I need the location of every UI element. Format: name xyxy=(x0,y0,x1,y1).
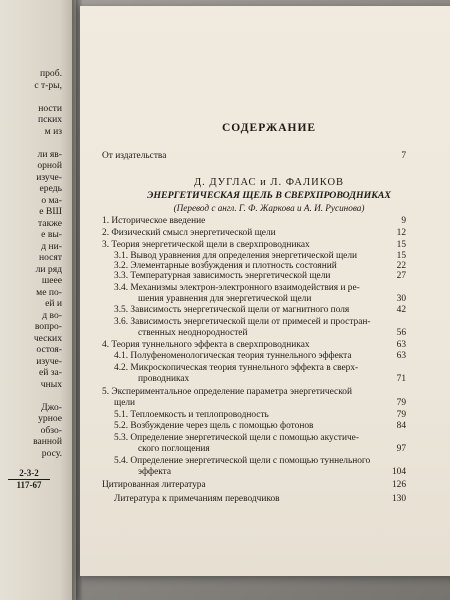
left-page-line: Джо- xyxy=(41,401,62,413)
left-page-line: ей и xyxy=(45,298,62,309)
toc-entry-page: 30 xyxy=(396,294,406,304)
toc-entry: 3.3. Температурная зависимость энергетической щели xyxy=(114,271,331,281)
toc-entry: 4. Теория туннельного эффекта в сверхпроводниках xyxy=(102,340,310,350)
toc-entry-page: 9 xyxy=(401,216,406,226)
left-page-line xyxy=(2,390,62,402)
toc-entry-page: 12 xyxy=(396,228,406,238)
toc-entry: проводниках xyxy=(138,374,190,384)
left-page-line: с т-ры, xyxy=(34,79,62,91)
page-title: СОДЕРЖАНИЕ xyxy=(221,122,317,134)
toc-entry: Литература к примечаниям переводчиков xyxy=(114,494,280,504)
left-page-line xyxy=(2,91,62,103)
toc-entry: 3.1. Вывод уравнения для определения энергетической щели xyxy=(114,251,358,261)
toc-entry: 2. Физический смысл энергетической щели xyxy=(102,228,276,238)
publisher-note: От издательства xyxy=(102,151,167,161)
left-page-line: обзо- xyxy=(40,424,62,436)
toc-entry: ского поглощения xyxy=(138,444,210,454)
left-page-line: о ма- xyxy=(41,194,62,206)
toc-entry: 5.2. Возбуждение через щель с помощью фотонов xyxy=(114,421,314,431)
toc-entry-page: 56 xyxy=(396,328,406,338)
left-page-line: вопро- xyxy=(34,321,62,332)
toc-entry: 4.2. Микроскопическая теория туннельного эффекта в сверх- xyxy=(114,363,359,373)
toc-entry: 4.1. Полуфеноменологическая теория туннельного эффекта xyxy=(114,351,352,361)
publisher-note-page: 7 xyxy=(401,151,406,161)
left-page-line: ли ряд xyxy=(35,263,62,275)
left-page-line: ности xyxy=(38,102,62,114)
left-page-line: д ни- xyxy=(41,240,62,252)
toc-entry-page: 97 xyxy=(396,444,406,454)
toc-entry-page: 79 xyxy=(396,398,406,408)
left-page-line: ей за- xyxy=(38,367,62,378)
left-page-line xyxy=(2,137,62,149)
left-page-line: м из xyxy=(44,125,62,137)
toc-entry-page: 63 xyxy=(396,340,406,350)
toc-entry: шения уравнения для энергетической щели xyxy=(138,294,312,304)
left-page-line: е вы- xyxy=(41,229,62,240)
toc-entry-page: 71 xyxy=(396,374,406,384)
left-page-line: пских xyxy=(38,114,62,125)
left-page-line: росу. xyxy=(41,447,62,459)
toc-entry: 5.3. Определение энергетической щели с помощью акустиче- xyxy=(114,433,359,443)
toc-entry: 3.5. Зависимость энергетической щели от магнитного поля xyxy=(114,305,350,315)
book-title: ЭНЕРГЕТИЧЕСКАЯ ЩЕЛЬ В СВЕРХПРОВОДНИКАХ xyxy=(147,190,391,201)
toc-entry: 5. Экспериментальное определение параметра энергетической xyxy=(102,387,352,397)
book-authors: Д. ДУГЛАС и Л. ФАЛИКОВ xyxy=(193,177,345,188)
toc-entry-page: 126 xyxy=(391,480,406,490)
left-page-line: ли яв- xyxy=(37,148,62,160)
left-page-text xyxy=(2,68,62,459)
left-page-line: также xyxy=(38,217,62,229)
toc-entry-page: 130 xyxy=(391,494,406,504)
left-page-line: ме по- xyxy=(36,286,62,298)
toc-entry: 3.2. Элементарные возбуждения и плотность состояний xyxy=(114,261,337,271)
translation-note: (Перевод с англ. Г. Ф. Жаркова и А. И. Русинова) xyxy=(173,203,365,213)
left-page xyxy=(0,0,76,600)
printer-code-bottom: 117-67 xyxy=(16,480,42,490)
left-page-line: чных xyxy=(40,378,62,390)
left-page-line: ческих xyxy=(33,332,62,344)
left-page-line: остоя- xyxy=(36,344,62,355)
left-page-line: изуче- xyxy=(36,171,62,183)
left-page-line: д во- xyxy=(42,309,62,321)
toc-entry: 3.6. Зависимость энергетической щели от примесей и простран- xyxy=(114,317,371,327)
toc-entry-page: 104 xyxy=(391,467,406,477)
left-page-line: орной xyxy=(37,160,62,171)
printer-code-top: 2-3-2 xyxy=(8,468,50,480)
toc-entry-page: 42 xyxy=(396,305,406,315)
toc-entry: 3. Теория энергетической щели в сверхпроводниках xyxy=(102,240,310,250)
left-page-line: урное xyxy=(38,413,62,424)
toc-entry: эффекта xyxy=(138,467,172,477)
toc-entry: 1. Историческое введение xyxy=(102,216,206,226)
toc-entry-page: 22 xyxy=(396,261,406,271)
toc-entry-page: 63 xyxy=(396,351,406,361)
toc-entry: 3.4. Механизмы электрон-электронного взаимодействия и ре- xyxy=(114,283,360,293)
left-page-line: проб. xyxy=(39,68,62,79)
left-page-line: е ВШ xyxy=(39,206,62,217)
toc-entry: Цитированная литература xyxy=(102,480,206,490)
toc-entry-page: 84 xyxy=(396,421,406,431)
left-page-line: изуче- xyxy=(36,355,62,367)
toc-entry-page: 27 xyxy=(396,271,406,281)
toc-entry: 5.4. Определение энергетической щели с помощью туннельного xyxy=(114,456,371,466)
toc-entry-page: 15 xyxy=(396,251,406,261)
left-page-line: ередь xyxy=(39,183,62,194)
toc-entry: щели xyxy=(114,398,136,408)
left-page-line: носят xyxy=(38,252,62,263)
printer-code xyxy=(8,468,50,490)
toc-entry-page: 15 xyxy=(396,240,406,250)
toc-entry-page: 79 xyxy=(396,410,406,420)
left-page-line: шеее xyxy=(41,275,62,286)
toc-entry: ственных неоднородностей xyxy=(138,328,248,338)
toc-entry: 5.1. Теплоемкость и теплопроводность xyxy=(114,410,269,420)
left-page-line: ванной xyxy=(33,436,62,447)
right-page xyxy=(80,6,450,576)
